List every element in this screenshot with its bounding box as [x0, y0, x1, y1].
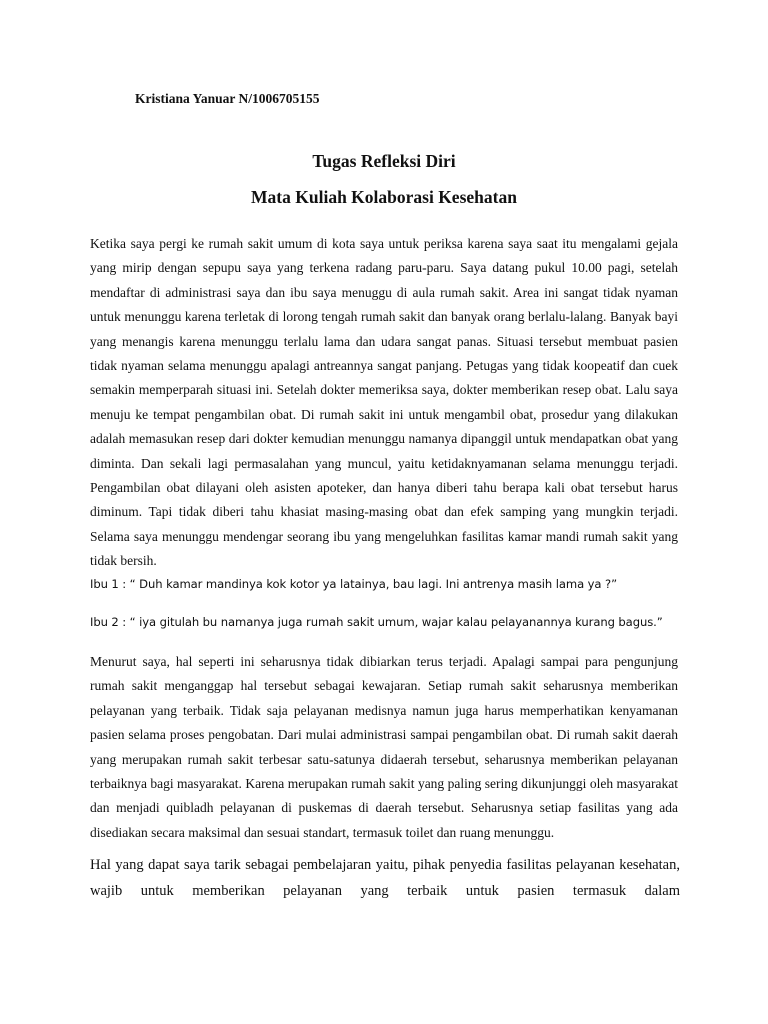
paragraph-lesson: Hal yang dapat saya tarik sebagai pembelajaran yaitu, pihak penyedia fasilitas pelayanan kesehatan, wajib untuk memberikan pelayanan yang terbaik untuk pasien termasuk dalam: [90, 857, 680, 899]
document-subtitle: Mata Kuliah Kolaborasi Kesehatan: [251, 187, 517, 207]
dialog-quote-1: Ibu 1 : “ Duh kamar mandinya kok kotor ya latainya, bau lagi. Ini antrenya masih lama ya ?”: [90, 577, 617, 591]
author-line: Kristiana Yanuar N/1006705155: [135, 91, 320, 106]
document-title: Tugas Refleksi Diri: [312, 151, 456, 171]
dialog-quote-2: Ibu 2 : “ iya gitulah bu namanya juga rumah sakit umum, wajar kalau pelayanannya kurang bagus.”: [90, 615, 663, 629]
paragraph-experience: Ketika saya pergi ke rumah sakit umum di kota saya untuk periksa karena saya saat itu mengalami gejala yang mirip dengan sepupu saya yang terkena radang paru-paru. Saya datang pukul 10.00 pagi, setelah mendaftar di administrasi saya dan ibu saya menuggu di aula rumah sakit. Area ini sangat tidak nyaman untuk menunggu karena terletak di lorong tengah rumah sakit dan banyak orang berlalu-lalang. Banyak bayi yang menangis karena menunggu terlalu lama dan udara sangat panas. Situasi tersebut membuat pasien tidak nyaman selama menunggu apalagi antreannya sangat panjang. Petugas yang tidak koopeatif dan cuek semakin memperparah situasi ini. Setelah dokter memeriksa saya, dokter memberikan resep obat. Lalu saya menuju ke tempat pengambilan obat. Di rumah sakit ini untuk mengambil obat, prosedur yang dilakukan adalah memasukan resep dari dokter kemudian menunggu namanya dipanggil untuk mendapatkan obat yang diminta. Dan sekali lagi permasalahan yang muncul, yaitu ketidaknyamanan selama menunggu terjadi. Pengambilan obat dilayani oleh asisten apoteker, dan hanya diberi tahu berapa kali obat tersebut harus diminum. Tapi tidak diberi tahu khasiat masing-masing obat dan efek samping yang mungkin terjadi. Selama saya menunggu mendengar seorang ibu yang mengeluhkan fasilitas kamar mandi rumah sakit yang tidak bersih.: [90, 236, 678, 569]
paragraph-opinion: Menurut saya, hal seperti ini seharusnya tidak dibiarkan terus terjadi. Apalagi sampai para pengunjung rumah sakit menganggap hal tersebut sebagai kewajaran. Setiap rumah sakit seharusnya memberikan pelayanan yang terbaik. Tidak saja pelayanan medisnya namun juga harus memperhatikan kenyamanan pasien selama proses pengobatan. Dari mulai administrasi sampai pengambilan obat. Di rumah sakit daerah yang merupakan rumah sakit terbesar satu-satunya didaerah tersebut, seharusnya memberikan pelayanan terbaiknya bagi masyarakat. Karena merupakan rumah sakit yang paling sering dikunjunggi oleh masyarakat dan menjadi quibladh pelayanan di puskemas di daerah tersebut. Seharusnya setiap fasilitas yang ada disediakan secara maksimal dan sesuai standart, termasuk toilet dan ruang menunggu.: [90, 654, 678, 840]
